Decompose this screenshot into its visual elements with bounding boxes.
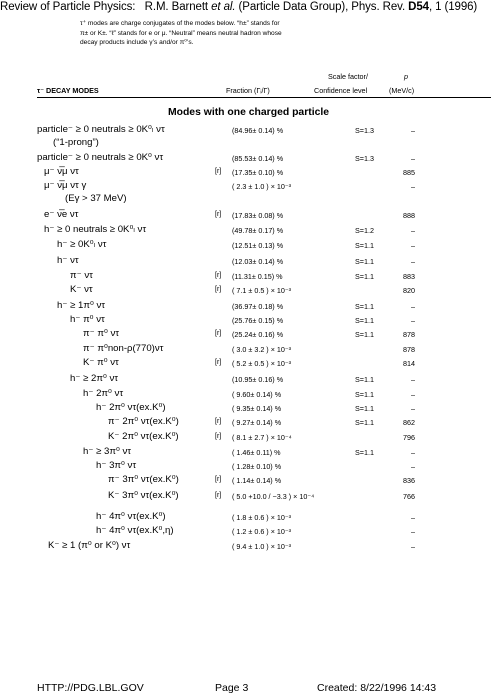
momentum: – (411, 257, 415, 266)
intro-line-3: decay products include γ’s and/or π⁰’s. (80, 39, 194, 47)
scale-factor: S=1.1 (355, 375, 374, 384)
branching-fraction: ( 8.1 ± 2.7 ) × 10⁻⁴ (232, 433, 292, 442)
footnote-ref: [r] (215, 418, 222, 425)
decay-mode: h⁻ ≥ 0 neutrals ≥ 0K⁰ₗ ντ (44, 224, 147, 235)
branching-fraction: (17.35± 0.10) % (232, 168, 284, 177)
momentum: 814 (403, 359, 415, 368)
table-row (0, 388, 497, 400)
decay-mode: π⁻ ντ (70, 270, 93, 281)
table-row (0, 402, 497, 414)
col-scale-top: Scale factor/ (328, 72, 368, 81)
footnote-ref: [r] (215, 330, 222, 337)
branching-fraction: (36.97± 0.18) % (232, 302, 284, 311)
volume: D54 (408, 1, 429, 13)
footer-created: Created: 8/22/1996 14:43 (317, 682, 437, 694)
col-fraction: Fraction (Γᵢ/Γ) (226, 86, 270, 95)
decay-mode: K⁻ π⁰ ντ (83, 357, 119, 368)
footer-page: Page 3 (215, 682, 249, 694)
branching-fraction: (12.03± 0.14) % (232, 257, 284, 266)
momentum: – (411, 527, 415, 536)
momentum: 820 (403, 286, 415, 295)
table-row (0, 446, 497, 458)
momentum: 888 (403, 211, 415, 220)
momentum: – (411, 448, 415, 457)
scale-factor: S=1.3 (355, 154, 374, 163)
decay-mode: h⁻ 4π⁰ ντ(ex.K⁰,η) (96, 525, 174, 536)
table-row (0, 137, 497, 149)
branching-fraction: (12.51± 0.13) % (232, 241, 284, 250)
scale-factor: S=1.1 (355, 316, 374, 325)
table-row (0, 209, 497, 221)
footnote-ref: [r] (215, 476, 222, 483)
momentum: – (411, 182, 415, 191)
decay-mode: (“1-prong”) (53, 137, 99, 148)
branching-fraction: ( 1.46± 0.11) % (232, 448, 281, 457)
decay-mode: K⁻ ντ (70, 284, 93, 295)
footer-url: HTTP://PDG.LBL.GOV (37, 682, 144, 694)
scale-factor: S=1.2 (355, 226, 374, 235)
branching-fraction: (84.96± 0.14) % (232, 126, 284, 135)
branching-fraction: ( 9.60± 0.14) % (232, 390, 282, 399)
decay-mode: π⁻ 2π⁰ ντ(ex.K⁰) (108, 416, 179, 427)
table-row (0, 180, 497, 192)
table-row (0, 124, 497, 136)
col-p-top: p (404, 72, 408, 81)
momentum: 885 (403, 168, 415, 177)
decay-mode: h⁻ ≥ 3π⁰ ντ (83, 446, 132, 457)
section-title: Modes with one charged particle (167, 107, 330, 118)
branching-fraction: ( 1.8 ± 0.6 ) × 10⁻³ (232, 513, 292, 522)
branching-fraction: ( 1.2 ± 0.6 ) × 10⁻³ (232, 527, 292, 536)
momentum: – (411, 241, 415, 250)
footnote-ref: [r] (215, 272, 222, 279)
decay-mode: K⁻ 3π⁰ ντ(ex.K⁰) (108, 490, 179, 501)
momentum: – (411, 302, 415, 311)
branching-fraction: (25.24± 0.16) % (232, 330, 284, 339)
table-row (0, 416, 497, 428)
decay-mode: μ⁻ ν̅μ ντ (44, 166, 79, 177)
scale-factor: S=1.1 (355, 272, 374, 281)
col-mode: τ⁻ DECAY MODES (37, 86, 99, 95)
table-row (0, 490, 497, 502)
table-row (0, 166, 497, 178)
table-row (0, 152, 497, 164)
col-scale-bottom: Confidence level (314, 86, 368, 95)
momentum: – (411, 462, 415, 471)
decay-mode: K⁻ 2π⁰ ντ(ex.K⁰) (108, 431, 179, 442)
momentum: – (411, 542, 415, 551)
decay-mode: e⁻ ν̅e ντ (44, 209, 79, 220)
pages: , 1 (1996) (428, 1, 478, 13)
momentum: 766 (403, 492, 415, 501)
momentum: – (411, 316, 415, 325)
decay-mode: h⁻ ≥ 2π⁰ ντ (70, 373, 119, 384)
branching-fraction: (25.76± 0.15) % (232, 316, 284, 325)
decay-mode: h⁻ 2π⁰ ντ(ex.K⁰) (96, 402, 166, 413)
decay-mode: h⁻ π⁰ ντ (70, 314, 105, 325)
decay-mode: K⁻ ≥ 1 (π⁰ or K⁰) ντ (48, 540, 131, 551)
intro-line-2: π± or K±. “ℓ” stands for e or μ. “Neutral” means neutral hadron whose (80, 29, 282, 37)
branching-fraction: ( 1.14± 0.14) % (232, 476, 282, 485)
scale-factor: S=1.1 (355, 418, 374, 427)
header-rule (37, 97, 491, 98)
decay-mode: particle⁻ ≥ 0 neutrals ≥ 0K⁰ ντ (37, 152, 164, 163)
intro-note (80, 19, 420, 48)
scale-factor: S=1.1 (355, 302, 374, 311)
table-row (0, 255, 497, 267)
momentum: 796 (403, 433, 415, 442)
decay-mode: μ⁻ ν̅μ ντ γ (44, 180, 87, 191)
decay-mode: π⁻ π⁰ ντ (83, 328, 120, 339)
decay-mode: particle⁻ ≥ 0 neutrals ≥ 0K⁰ₗ ντ (37, 124, 165, 135)
decay-mode: π⁻ π⁰non-ρ(770)ντ (83, 343, 164, 354)
momentum: 836 (403, 476, 415, 485)
table-row (0, 270, 497, 282)
decay-mode: (Eγ > 37 MeV) (65, 193, 127, 204)
momentum: – (411, 513, 415, 522)
decay-mode: π⁻ 3π⁰ ντ(ex.K⁰) (108, 474, 179, 485)
footnote-ref: [r] (215, 286, 222, 293)
momentum: 883 (403, 272, 415, 281)
branching-fraction: (17.83± 0.08) % (232, 211, 284, 220)
scale-factor: S=1.1 (355, 330, 374, 339)
decay-mode: h⁻ 2π⁰ ντ (83, 388, 124, 399)
footnote-ref: [r] (215, 492, 222, 499)
branching-fraction: (10.95± 0.16) % (232, 375, 284, 384)
scale-factor: S=1.1 (355, 390, 374, 399)
branching-fraction: ( 9.27± 0.14) % (232, 418, 282, 427)
footnote-ref: [r] (215, 433, 222, 440)
branching-fraction: (11.31± 0.15) % (232, 272, 283, 281)
branching-fraction: ( 7.1 ± 0.5 ) × 10⁻³ (232, 286, 292, 295)
momentum: – (411, 404, 415, 413)
branching-fraction: ( 5.2 ± 0.5 ) × 10⁻³ (232, 359, 292, 368)
scale-factor: S=1.1 (355, 448, 374, 457)
momentum: 862 (403, 418, 415, 427)
et-al: et al. (211, 1, 236, 13)
table-row (0, 357, 497, 369)
branching-fraction: (85.53± 0.14) % (232, 154, 284, 163)
branching-fraction: ( 5.0 +10.0 / −3.3 ) × 10⁻⁴ (232, 492, 315, 501)
table-row (0, 300, 497, 312)
footnote-ref: [r] (215, 168, 222, 175)
branching-fraction: ( 1.28± 0.10) % (232, 462, 282, 471)
table-row (0, 284, 497, 296)
scale-factor: S=1.1 (355, 241, 374, 250)
momentum: – (411, 226, 415, 235)
decay-mode: h⁻ 3π⁰ ντ (96, 460, 137, 471)
momentum: 878 (403, 345, 415, 354)
scale-factor: S=1.1 (355, 257, 374, 266)
intro-line-1: τ⁺ modes are charge conjugates of the modes below. “h±” stands for (80, 20, 280, 27)
footnote-ref: [r] (215, 359, 222, 366)
table-row (0, 224, 497, 236)
table-row (0, 525, 497, 537)
table-row (0, 474, 497, 486)
branching-fraction: (49.78± 0.17) % (232, 226, 284, 235)
momentum: – (411, 126, 415, 135)
branching-fraction: ( 9.35± 0.14) % (232, 404, 282, 413)
momentum: – (411, 390, 415, 399)
decay-mode: h⁻ ≥ 0K⁰ₗ ντ (57, 239, 107, 250)
momentum: – (411, 154, 415, 163)
table-row (0, 540, 497, 552)
decay-mode: h⁻ 4π⁰ ντ(ex.K⁰) (96, 511, 166, 522)
running-header (0, 1, 477, 13)
journal-name: Review of Particle Physics: (0, 1, 136, 13)
branching-fraction: ( 2.3 ± 1.0 ) × 10⁻³ (232, 182, 292, 191)
decay-mode: h⁻ ντ (57, 255, 79, 266)
branching-fraction: ( 9.4 ± 1.0 ) × 10⁻³ (232, 542, 292, 551)
table-row (0, 314, 497, 326)
decay-mode: h⁻ ≥ 1π⁰ ντ (57, 300, 106, 311)
authors-pre: R.M. Barnett (144, 1, 212, 13)
table-row (0, 511, 497, 523)
momentum: – (411, 375, 415, 384)
footnote-ref: [r] (215, 211, 222, 218)
table-row (0, 373, 497, 385)
table-row (0, 431, 497, 443)
table-row (0, 343, 497, 355)
table-row (0, 193, 497, 205)
branching-fraction: ( 3.0 ± 3.2 ) × 10⁻³ (232, 345, 292, 354)
momentum: 878 (403, 330, 415, 339)
scale-factor: S=1.1 (355, 404, 374, 413)
scale-factor: S=1.3 (355, 126, 374, 135)
col-p-bottom: (MeV/c) (389, 86, 415, 95)
table-row (0, 460, 497, 472)
authors-post: (Particle Data Group), Phys. Rev. (235, 1, 409, 13)
table-row (0, 328, 497, 340)
table-row (0, 239, 497, 251)
